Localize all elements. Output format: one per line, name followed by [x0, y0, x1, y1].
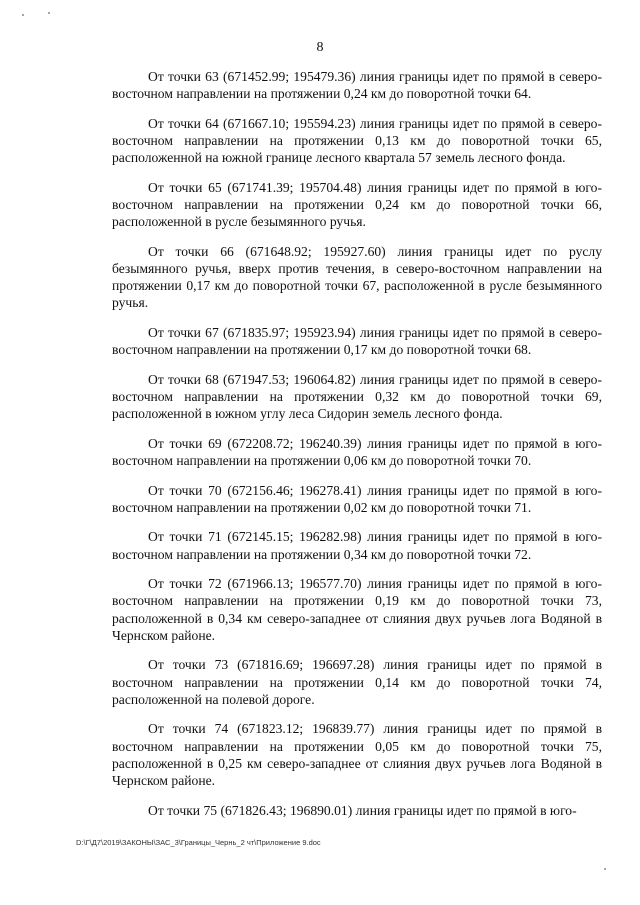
footer-file-path: D:\Г\Д7\2019\ЗАКОНЫ\ЗАС_3\Границы_Чернь_2 чт\Приложение 9.doc: [76, 838, 321, 847]
paragraph-point-72: От точки 72 (671966.13; 196577.70) линия границы идет по прямой в юго-восточном направлении на протяжении 0,19 км до поворотной точки 73, расположенной в 0,34 км северо-западнее от слияния двух ручьев лога Водяной в Чернском районе.: [112, 576, 602, 643]
paragraph-point-67: От точки 67 (671835.97; 195923.94) линия границы идет по прямой в северо-восточном направлении на протяжении 0,17 км до поворотной точки 68.: [112, 325, 602, 358]
paragraph-point-65: От точки 65 (671741.39; 195704.48) линия границы идет по прямой в юго-восточном направлении на протяжении 0,24 км до поворотной точки 66, расположенной в русле безымянного ручья.: [112, 179, 602, 230]
scan-speck: [22, 14, 24, 16]
scan-speck: [604, 868, 606, 870]
paragraph-point-66: От точки 66 (671648.92; 195927.60) линия границы идет по руслу безымянного ручья, вверх против течения, в северо-восточном направлении на протяжении 0,17 км до поворотной точки 67, расположенной в русле безымянного ручья.: [112, 243, 602, 311]
paragraph-point-70: От точки 70 (672156.46; 196278.41) линия границы идет по прямой в юго-восточном направлении на протяжении 0,02 км до поворотной точки 71.: [112, 482, 602, 515]
scan-speck: [48, 12, 50, 14]
paragraph-point-73: От точки 73 (671816.69; 196697.28) линия границы идет по прямой в восточном направлении на протяжении 0,14 км до поворотной точки 74, расположенной на полевой дороге.: [112, 657, 602, 707]
paragraph-point-74: От точки 74 (671823.12; 196839.77) линия границы идет по прямой в восточном направлении на протяжении 0,05 км до поворотной точки 75, расположенной в 0,25 км северо-западнее от слияния двух ручьев лога Водяной в Чернском районе.: [112, 721, 602, 788]
document-body: [112, 68, 602, 831]
paragraph-point-69: От точки 69 (672208.72; 196240.39) линия границы идет по прямой в юго-восточном направлении на протяжении 0,06 км до поворотной точки 70.: [112, 435, 602, 468]
paragraph-point-63: От точки 63 (671452.99; 195479.36) линия границы идет по прямой в северо-восточном направлении на протяжении 0,24 км до поворотной точки 64.: [112, 69, 602, 102]
paragraph-point-75: От точки 75 (671826.43; 196890.01) линия границы идет по прямой в юго-: [148, 802, 577, 818]
page-number: 8: [316, 40, 324, 55]
paragraph-point-68: От точки 68 (671947.53; 196064.82) линия границы идет по прямой в северо-восточном направлении на протяжении 0,32 км до поворотной точки 69, расположенной в южном углу леса Сидорин земель лесного фонда.: [112, 371, 602, 422]
paragraph-point-71: От точки 71 (672145.15; 196282.98) линия границы идет по прямой в юго-восточном направлении на протяжении 0,34 км до поворотной точки 72.: [112, 529, 602, 562]
paragraph-point-64: От точки 64 (671667.10; 195594.23) линия границы идет по прямой в северо-восточном направлении на протяжении 0,13 км до поворотной точки 65, расположенной на южной границе лесного квартала 57 земель лесного фонда.: [112, 115, 602, 166]
